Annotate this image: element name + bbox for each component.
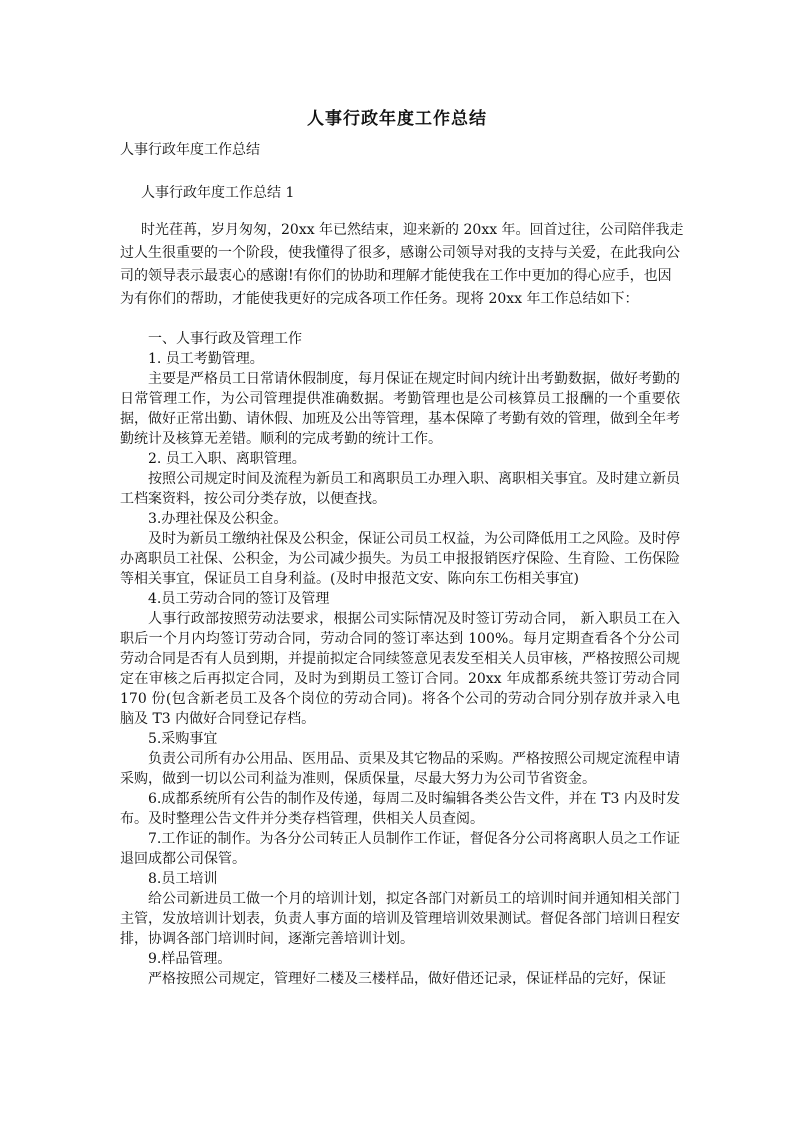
item-heading: 8.员工培训: [148, 871, 218, 887]
body-paragraph: 7.工作证的制作。为各分公司转正人员制作工作证，督促各分公司将离职人员之工作证退回成都公司保管。: [120, 831, 680, 867]
section-heading: 一、人事行政及管理工作: [148, 331, 302, 347]
body-paragraph: 人事行政部按照劳动法要求，根据公司实际情况及时签订劳动合同， 新入职员工在入职后一个月内均签订劳动合同，劳动合同的签订率达到 100%。每月定期查看各个分公司劳动合同是否有人员到期，并提前拟定合同续签意见表发至相关人员审核，严格按照公司规定在审核之后再拟定合同，及时为到期员工签订合同。20xx 年成都系统共签订劳动合同 170 份(包含新老员工及各个岗位的劳动合同)。将各个公司的劳动合同分别存放并录入电脑及 T3 内做好合同登记存档。: [120, 611, 680, 727]
body-paragraph: 负责公司所有办公用品、医用品、贡果及其它物品的采购。严格按照公司规定流程申请采购，做到一切以公司利益为准则，保质保量，尽最大努力为公司节省资金。: [120, 751, 680, 787]
item-heading: 4.员工劳动合同的签订及管理: [148, 591, 330, 607]
intro-line: 过人生很重要的一个阶段，使我懂得了很多，感谢公司领导对我的支持与关爱，在此我向公: [120, 245, 680, 261]
document-subtitle: 人事行政年度工作总结: [120, 142, 260, 158]
intro-line: 司的领导表示最衷心的感谢!有你们的协助和理解才能使我在工作中更加的得心应手，也因: [120, 268, 672, 284]
body-paragraph: 给公司新进员工做一个月的培训计划，拟定各部门对新员工的培训时间并通知相关部门主管，发放培训计划表，负责人事方面的培训及管理培训效果测试。督促各部门培训日程安排，协调各部门培训时间，逐渐完善培训计划。: [120, 891, 680, 947]
body-paragraph: 及时为新员工缴纳社保及公积金，保证公司员工权益，为公司降低用工之风险。及时停办离职员工社保、公积金，为公司减少损失。为员工申报报销医疗保险、生育险、工伤保险等相关事宜，保证员工自身利益。(及时申报范文安、陈向东工伤相关事宜): [120, 531, 680, 587]
body-paragraph: 严格按照公司规定，管理好二楼及三楼样品，做好借还记录，保证样品的完好，保证: [148, 971, 666, 987]
intro-line: 为有你们的帮助，才能使我更好的完成各项工作任务。现将 20xx 年工作总结如下：: [120, 291, 639, 307]
item-heading: 1. 员工考勤管理。: [148, 351, 264, 367]
item-heading: 9.样品管理。: [148, 951, 232, 967]
body-paragraph: 6.成都系统所有公告的制作及传递，每周二及时编辑各类公告文件，并在 T3 内及时发布。及时整理公告文件并分类存档管理，供相关人员查阅。: [120, 791, 680, 827]
body-paragraph: 主要是严格员工日常请休假制度，每月保证在规定时间内统计出考勤数据，做好考勤的日常管理工作，为公司管理提供准确数据。考勤管理也是公司核算员工报酬的一个重要依据，做好正常出勤、请休假、加班及公出等管理，基本保障了考勤有效的管理，做到全年考勤统计及核算无差错。顺利的完成考勤的统计工作。: [120, 371, 680, 447]
section-title: 人事行政年度工作总结 1: [141, 185, 295, 201]
document-body: [120, 329, 680, 989]
document-title: 人事行政年度工作总结: [307, 109, 487, 129]
item-heading: 3.办理社保及公积金。: [148, 511, 288, 527]
intro-line: 时光荏苒，岁月匆匆，20xx 年已然结束，迎来新的 20xx 年。回首过往，公司陪伴我走: [141, 222, 684, 238]
item-heading: 5.采购事宜: [148, 731, 218, 747]
body-paragraph: 按照公司规定时间及流程为新员工和离职员工办理入职、离职相关事宜。及时建立新员工档案资料，按公司分类存放，以便查找。: [120, 471, 680, 507]
item-heading: 2. 员工入职、离职管理。: [148, 451, 306, 467]
